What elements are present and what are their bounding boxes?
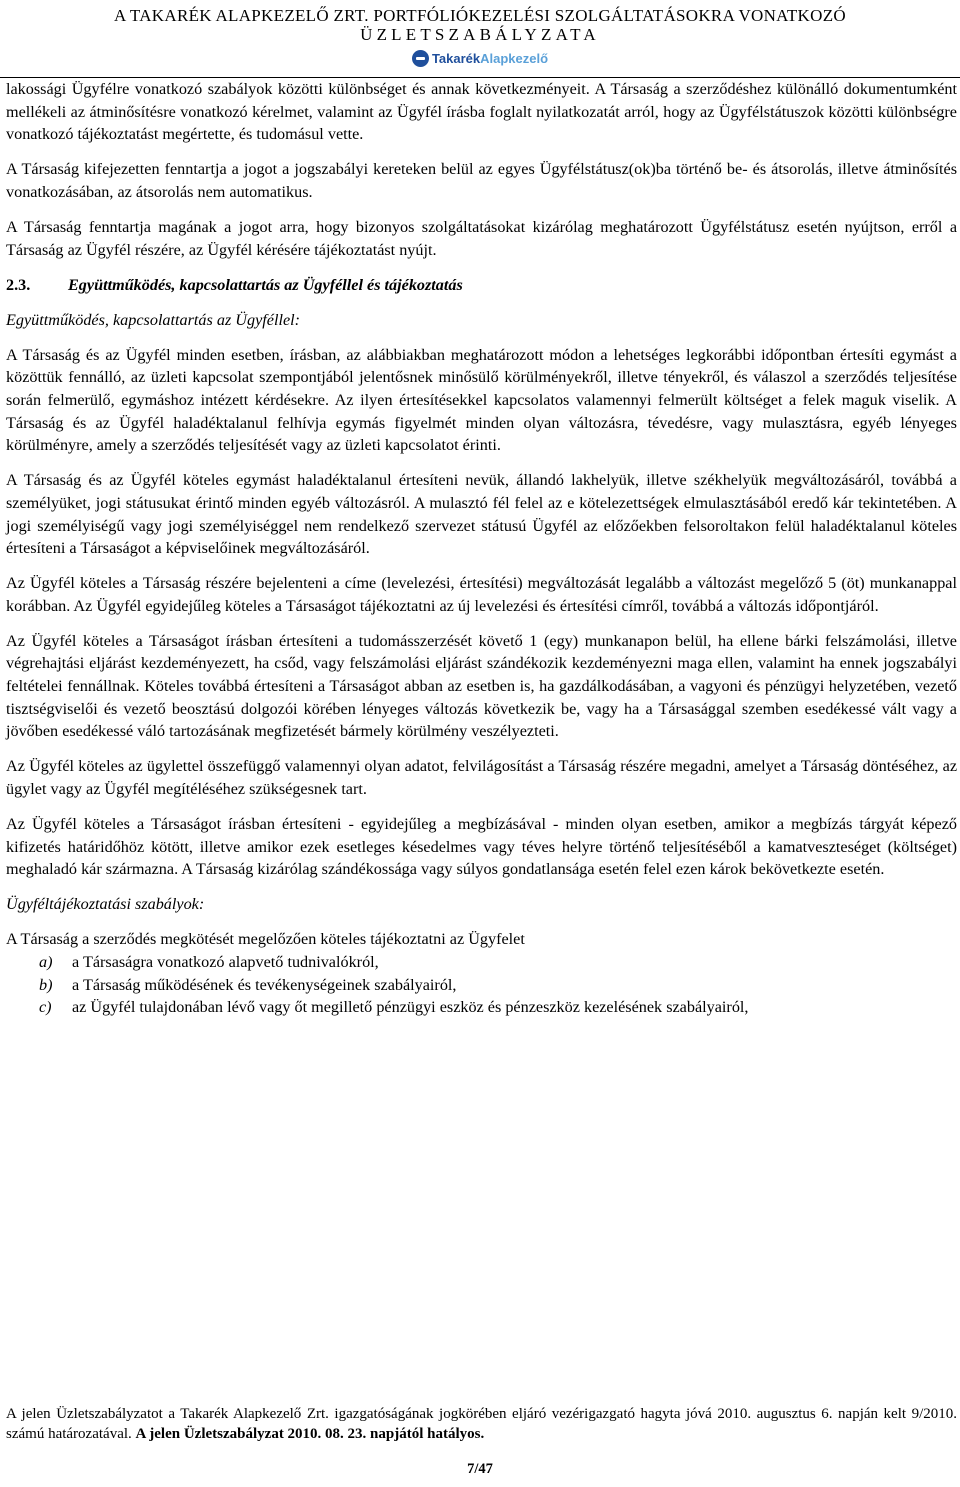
list-intro: A Társaság a szerződés megkötését megelőzően köteles tájékoztatni az Ügyfelet	[6, 930, 525, 949]
list-item-text: az Ügyfél tulajdonában lévő vagy őt megillető pénzügyi eszköz és pénzeszköz kezelésének szabályairól,	[72, 998, 749, 1017]
paragraph: Az Ügyfél köteles a Társaságot írásban értesíteni - egyidejűleg a megbízásával - minden olyan esetben, amikor a megbízás tárgyát képező kifizetés határidőhöz kötött, illetve amikor ezek esetleges késedelmes vagy téves helyre történő teljesítéséből a kamatveszteséget (költséget) meghaladó kár származna. A Társaság kizárólag szándékossága vagy súlyos gondatlansága esetén felel ezen károk bekövetkezte esetén.	[6, 815, 957, 879]
logo-mark-icon	[412, 50, 429, 67]
page-header	[0, 0, 960, 72]
page-current: 7	[467, 1461, 475, 1477]
logo-text-part1: Takarék	[431, 50, 481, 66]
paragraph: A Társaság és az Ügyfél köteles egymást haladéktalanul értesíteni nevük, állandó lakhelyük, illetve székhelyük megváltozásáról, továbbá a személyüket, jogi státusukat érintő minden egyéb változásról. A mulasztó fél felel az e kötelezettségek elmulasztásából eredő kár tekintetében. A jogi személyiségű vagy jogi személyiséggel nem rendelkező szervezet státusú Ügyfél az előzőekben felsoroltakon felül haladéktalanul köteles értesíteni a Társaságot a képviselőinek megváltozásáról.	[6, 471, 957, 558]
list-item-text: a Társaság működésének és tevékenységeinek szabályairól,	[72, 975, 457, 994]
list-item	[6, 996, 957, 1019]
list-item-label: c)	[39, 998, 52, 1017]
paragraph: A Társaság és az Ügyfél minden esetben, írásban, az alábbiakban meghatározott módon a lehetséges legkorábbi időpontban értesíti egymást a közöttük fennálló, az üzleti kapcsolat szempontjából jelentősnek minősülő körülményekről, illetve tényekről, és válaszol a szerződés teljesítése során felmerülő, egymáshoz intézett kérdésekre. Az ilyen értesítésekkel kapcsolatos valamennyi felmerült költséget a felek maguk viselik. A Társaság és az Ügyfél haladéktalanul felhívja egymás figyelmét minden olyan változásra, tévedésre, vagy mulasztásra, egyéb lényeges körülményre, amely a szerződés teljesítését vagy az üzleti kapcsolatot érinti.	[6, 345, 957, 455]
list-item-text: a Társaságra vonatkozó alapvető tudnivalókról,	[72, 953, 379, 971]
page-number	[0, 1461, 960, 1478]
page-total: /47	[474, 1461, 493, 1477]
footer-text: A jelen Üzletszabályzatot a Takarék Alapkezelő Zrt. igazgatóságának jogkörében eljáró vezérigazgató hagyta jóvá 2010. augusztus 6. napján kelt 9/2010. számú határozatával.	[6, 1406, 957, 1442]
info-list	[6, 951, 957, 1019]
paragraph: Az Ügyfél köteles a Társaság részére bejelenteni a címe (levelezési, értesítési) megváltozását legalább a változást megelőző 5 (öt) munkanappal korábban. Az Ügyfél egyidejűleg köteles a Társaságot tájékoztatni az új levelezési és értesítési címről, továbbá a változás időpontjáról.	[6, 574, 957, 615]
page-footer	[6, 1404, 957, 1444]
section-heading	[6, 274, 957, 297]
paragraph: A Társaság fenntartja magának a jogot arra, hogy bizonyos szolgáltatásokat kizárólag meghatározott Ügyfélstátusz esetén nyújtson, erről a Társaság az Ügyfél részére, az Ügyfél kérésére tájékoztatást nyújt.	[6, 217, 957, 259]
list-item-label: a)	[39, 953, 53, 971]
footer-effective-date: A jelen Üzletszabályzat 2010. 08. 23. napjától hatályos.	[135, 1426, 485, 1442]
list-item	[6, 974, 957, 997]
header-title-line1: A TAKARÉK ALAPKEZELŐ ZRT. PORTFÓLIÓKEZELÉSI SZOLGÁLTATÁSOKRA VONATKOZÓ	[114, 6, 846, 25]
list-item	[6, 951, 957, 974]
paragraph: lakossági Ügyfélre vonatkozó szabályok közötti különbséget és annak következményeit. A Társaság a szerződéshez különálló dokumentumként mellékeli az átminősítésre vonatkozó kérelmet, valamint az Ügyfél írásba foglalt nyilatkozatát arról, hogy az Ügyfélstátuszok közötti különbségre vonatkozó tájékoztatást megértette, és tudomásul vette.	[6, 80, 957, 144]
header-title-line2: ÜZLETSZABÁLYZATA	[360, 25, 600, 44]
paragraph: A Társaság kifejezetten fenntartja a jogot a jogszabályi kereteken belül az egyes Ügyfélstátusz(ok)ba történő be- és átsorolás, illetve átminősítés vonatkozásában, az átsorolás nem automatikus.	[6, 160, 957, 201]
logo-text-part2: Alapkezelő	[480, 50, 549, 66]
paragraph: Az Ügyfél köteles a Társaságot írásban értesíteni a tudomásszerzését követő 1 (egy) munkanapon belül, ha ellene bárki felszámolási, illetve végrehajtási eljárást kezdeményezett, ha csőd, vagy felszámolási eljárást szándékozik kezdeményezni maga ellen, valamint ha ennek jogszabályi feltételei fennállnak. Köteles továbbá értesíteni a Társaságot abban az esetben is, ha gazdálkodásában, a vagyoni és pénzügyi helyzetében, vezető tisztségviselői és vezető beosztású dolgozói körében lényeges változás következik be, vagy ha a Társasággal szemben esedékessé vált vagy a jövőben esedékessé váló tartozásának megfizetését bármely körülmény veszélyezteti.	[6, 631, 957, 741]
subheading-client-info: Ügyféltájékoztatási szabályok:	[6, 895, 205, 914]
section-number: 2.3.	[6, 275, 31, 294]
section-title: Együttműködés, kapcsolattartás az Ügyféllel és tájékoztatás	[68, 275, 463, 294]
paragraph: Az Ügyfél köteles az ügylettel összefüggő valamennyi olyan adatot, felvilágosítást a Társaság részére megadni, amelyet a Társaság döntéséhez, az ügylet vagy az Ügyfél megítéléséhez szükségesnek tart.	[6, 757, 957, 798]
subheading-cooperation: Együttműködés, kapcsolattartás az Ügyféllel:	[6, 310, 301, 329]
document-body	[6, 78, 957, 1031]
takarek-logo	[412, 47, 548, 69]
list-item-label: b)	[39, 975, 53, 994]
